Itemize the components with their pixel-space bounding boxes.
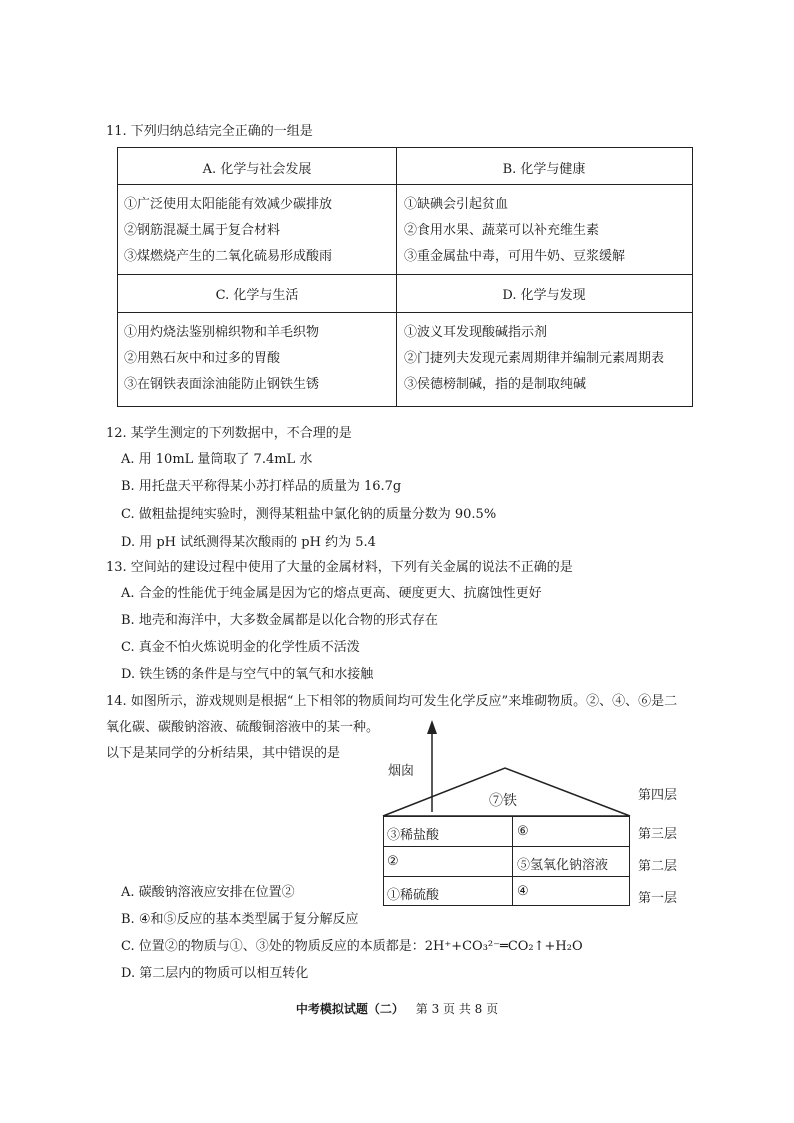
q12-option-c: C. 做粗盐提纯实验时，测得某粗盐中氯化钠的质量分数为 90.5% (121, 507, 497, 522)
q13-option-c: C. 真金不怕火炼说明金的化学性质不活泼 (121, 640, 360, 655)
q11-b-item: ③重金属盐中毒，可用牛奶、豆浆缓解 (404, 249, 626, 264)
q12-option-d: D. 用 pH 试纸测得某次酸雨的 pH 约为 5.4 (121, 535, 376, 550)
roof-label: ⑦铁 (489, 793, 517, 809)
q13-option-d: D. 铁生锈的条件是与空气中的氧气和水接触 (121, 667, 374, 682)
q11-d-item: ③侯德榜制碱，指的是制取纯碱 (404, 377, 587, 392)
table-divider-vertical (396, 148, 397, 406)
q11-c-item: ②用熟石灰中和过多的胃酸 (124, 351, 281, 366)
q14-stem-line2: 氧化碳、碳酸钠溶液、硫酸铜溶液中的某一种。 (106, 720, 380, 735)
q13-option-a: A. 合金的性能优于纯金属是因为它的熔点更高、硬度更大、抗腐蚀性更好 (121, 586, 542, 601)
table-divider (118, 312, 692, 313)
q11-a-item: ②钢筋混凝土属于复合材料 (124, 223, 281, 238)
table-divider (118, 274, 692, 275)
q11-head-b: B. 化学与健康 (502, 162, 586, 177)
q13-stem: 13. 空间站的建设过程中使用了大量的金属材料，下列有关金属的说法不正确的是 (106, 560, 573, 575)
q11-head-a: A. 化学与社会发展 (202, 162, 312, 177)
q12-option-a: A. 用 10mL 量筒取了 7.4mL 水 (121, 452, 313, 467)
q11-a-item: ①广泛使用太阳能能有效减少碳排放 (124, 197, 333, 212)
q11-b-item: ①缺碘会引起贫血 (404, 197, 509, 212)
q11-stem: 11. 下列归纳总结完全正确的一组是 (106, 124, 313, 139)
layer-2-label: 第二层 (638, 859, 678, 874)
layer-4-label: 第四层 (638, 788, 678, 803)
q12-option-b: B. 用托盘天平称得某小苏打样品的质量为 16.7g (121, 479, 402, 494)
cell-6: ⑥ (517, 824, 529, 839)
q11-head-c: C. 化学与生活 (215, 288, 299, 303)
q14-option-b: B. ④和⑤反应的基本类型属于复分解反应 (121, 912, 359, 927)
q14-option-c: C. 位置②的物质与①、③处的物质反应的本质都是：2H⁺+CO₃²⁻═CO₂↑+H₂O (121, 939, 583, 954)
chimney-label: 烟囱 (388, 764, 415, 779)
cell-5: ⑤氢氧化钠溶液 (517, 858, 609, 873)
house-divider (512, 816, 513, 906)
q11-table (117, 147, 693, 407)
house-divider (383, 846, 630, 847)
cell-3: ③稀盐酸 (387, 828, 440, 843)
q14-stem-line3: 以下是某同学的分析结果，其中错误的是 (106, 746, 341, 761)
q11-c-item: ①用灼烧法鉴别棉织物和羊毛织物 (124, 325, 320, 340)
layer-3-label: 第三层 (638, 827, 678, 842)
cell-1: ①稀硫酸 (387, 888, 440, 903)
q11-d-item: ②门捷列夫发现元素周期律并编制元素周期表 (404, 351, 665, 366)
page-footer (0, 1000, 794, 1017)
q12-stem: 12. 某学生测定的下列数据中，不合理的是 (106, 426, 352, 441)
footer-title: 中考模拟试题（二） (295, 1002, 404, 1016)
q13-option-b: B. 地壳和海洋中，大多数金属都是以化合物的形式存在 (121, 613, 438, 628)
q11-c-item: ③在钢铁表面涂油能防止钢铁生锈 (124, 377, 320, 392)
house-divider (383, 876, 630, 877)
layer-1-label: 第一层 (638, 891, 678, 906)
q14-option-d: D. 第二层内的物质可以相互转化 (121, 966, 309, 981)
q14-stem-line1: 14. 如图所示，游戏规则是根据“上下相邻的物质间均可发生化学反应”来堆砌物质。②、④、⑥是二 (106, 694, 678, 709)
footer-page-number: 第 3 页 共 8 页 (415, 1002, 499, 1016)
q11-b-item: ②食用水果、蔬菜可以补充维生素 (404, 223, 600, 238)
q11-d-item: ①波义耳发现酸碱指示剂 (404, 325, 548, 340)
house-diagram (380, 720, 700, 920)
cell-4: ④ (517, 884, 529, 899)
q11-a-item: ③煤燃烧产生的二氧化硫易形成酸雨 (124, 249, 333, 264)
cell-2: ② (387, 854, 399, 869)
q14-option-a: A. 碳酸钠溶液应安排在位置② (121, 885, 295, 900)
table-divider (118, 184, 692, 185)
q11-head-d: D. 化学与发现 (502, 288, 586, 303)
